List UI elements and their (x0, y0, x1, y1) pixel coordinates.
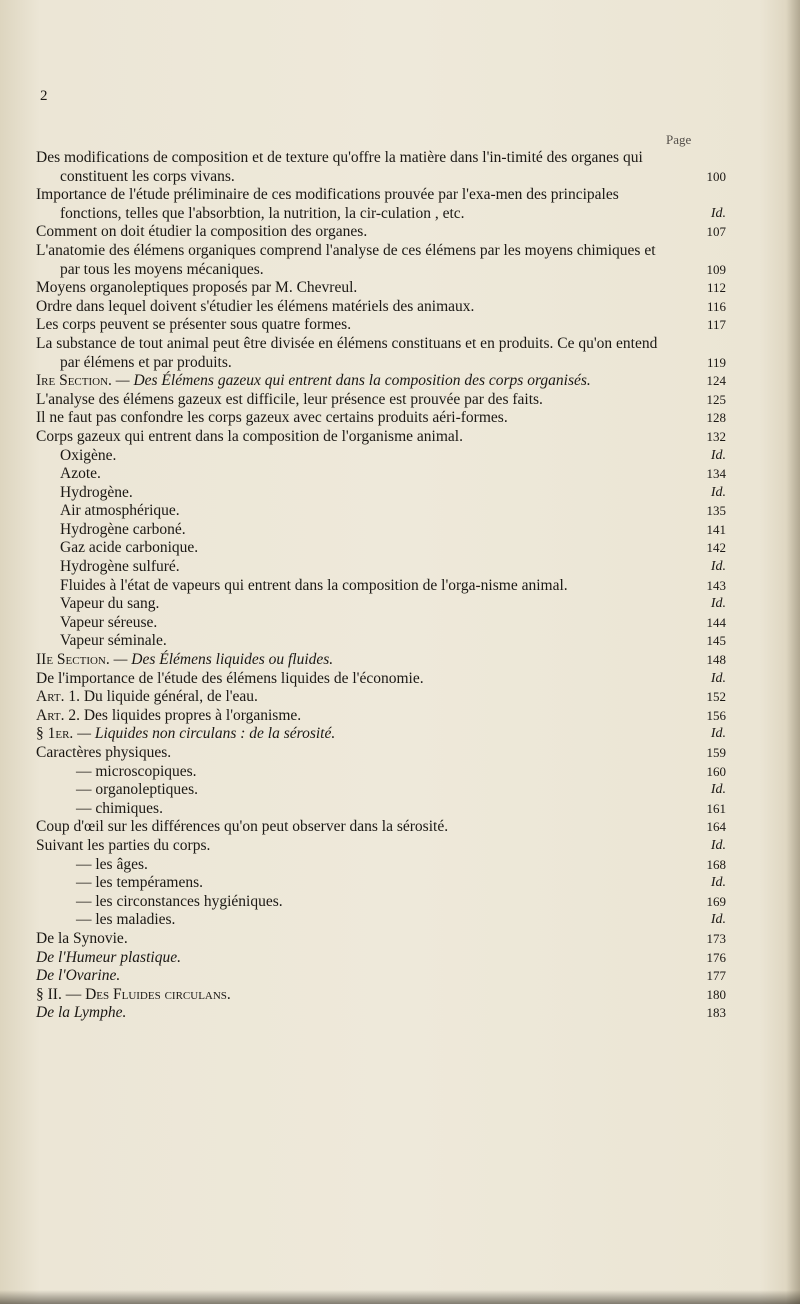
toc-entry-text: Vapeur séreuse. (60, 613, 158, 631)
toc-entry-text: Suivant les parties du corps. (36, 836, 211, 854)
toc-entry (36, 558, 726, 577)
toc-entry-page: Id. (710, 205, 726, 221)
toc-entry-text: Du liquide général, de l'eau. (83, 688, 258, 706)
toc-entry (36, 949, 726, 968)
toc-entry-text: — les tempéramens. (76, 874, 203, 892)
toc-entry-lead: Art. 2. (36, 706, 80, 724)
toc-entry-text: — Liquides non circulans : de la sérosité. (77, 725, 336, 743)
toc-entry-text: — les maladies. (76, 911, 176, 929)
toc-entry (36, 502, 726, 521)
toc-entry (36, 577, 726, 596)
toc-entry (36, 670, 726, 689)
toc-entry-page: 124 (706, 373, 726, 389)
toc-entry-page: 164 (706, 819, 726, 835)
toc-entry (36, 818, 726, 837)
toc-entry-text: De l'Ovarine. (36, 967, 121, 985)
toc-entry-text: De la Lymphe. (36, 1004, 127, 1022)
toc-entry (36, 242, 726, 279)
toc-entry-page: 132 (706, 428, 726, 444)
toc-entry-text: Coup d'œil sur les différences qu'on peut observer dans la sérosité. (36, 818, 449, 836)
toc-entry-page: 176 (706, 949, 726, 965)
toc-entry-page: 100 (706, 168, 726, 184)
toc-entry-text: De l'importance de l'étude des élémens liquides de l'économie. (36, 669, 424, 687)
toc-entry-page: Id. (710, 484, 726, 500)
toc-entry-lead: § II. (36, 985, 62, 1003)
toc-entry-text: Corps gazeux qui entrent dans la composition de l'organisme animal. (36, 427, 463, 445)
toc-entry (36, 595, 726, 614)
toc-entry-text: Moyens organoleptiques proposés par M. Chevreul. (36, 279, 358, 297)
toc-entry-text: Vapeur séminale. (60, 632, 167, 650)
toc-entry-text: Importance de l'étude préliminaire de ces modifications prouvée par l'exa-men des principales fonctions, telles que l'absorbtion, la nutrition, la cir-culation , etc. (36, 186, 619, 222)
toc-entry (36, 632, 726, 651)
toc-entry-page: 180 (706, 986, 726, 1002)
toc-entry-lead: § 1er. (36, 725, 74, 743)
page-edge-shadow (786, 0, 800, 1304)
toc-entry (36, 893, 726, 912)
toc-entry-text: L'analyse des élémens gazeux est difficile, leur présence est prouvée par des faits. (36, 390, 543, 408)
toc-entry-page: 112 (706, 280, 726, 296)
toc-entry-text: — les âges. (76, 855, 148, 873)
toc-entry-text: Hydrogène sulfuré. (60, 558, 180, 576)
toc-entry-text: — microscopiques. (76, 762, 197, 780)
toc-entry-lead: Ire Section. (36, 372, 112, 390)
toc-entry-page: 169 (706, 893, 726, 909)
toc-entry (36, 465, 726, 484)
toc-entry-page: 161 (706, 800, 726, 816)
toc-entry-page: Id. (710, 447, 726, 463)
toc-entry (36, 1004, 726, 1023)
toc-entry-text: Comment on doit étudier la composition des organes. (36, 223, 368, 241)
toc-entry (36, 651, 726, 670)
toc-entry-text: Fluides à l'état de vapeurs qui entrent dans la composition de l'orga-nisme animal. (60, 576, 568, 594)
toc-entry-text: Azote. (60, 465, 101, 483)
toc-entry-page: 159 (706, 745, 726, 760)
toc-entry-text: Vapeur du sang. (60, 595, 160, 613)
toc-entry (36, 763, 726, 782)
toc-entry-page: 116 (706, 298, 726, 314)
toc-entry-text: — Des Élémens liquides ou fluides. (113, 651, 334, 669)
toc-entry-text: — chimiques. (76, 799, 163, 817)
toc-entry-page: 156 (706, 707, 726, 723)
toc-entry-page: 143 (706, 577, 726, 593)
toc-entry (36, 725, 726, 744)
toc-entry-page: Id. (710, 596, 726, 612)
toc-entry (36, 372, 726, 391)
toc-entry-text: Les corps peuvent se présenter sous quatre formes. (36, 316, 352, 334)
toc-entry-page: 107 (706, 224, 726, 240)
toc-entry-lead: Art. 1. (36, 688, 80, 706)
toc-entry-text: — les circonstances hygiéniques. (76, 892, 283, 910)
toc-entry-text: De l'Humeur plastique. (36, 948, 181, 966)
toc-entry-page: 183 (706, 1005, 726, 1021)
toc-entry-page: Id. (710, 875, 726, 891)
toc-entry-page: 152 (706, 689, 726, 705)
toc-entry-text: De la Synovie. (36, 929, 128, 947)
toc-entry-page: Id. (710, 912, 726, 928)
toc-entry-page: 173 (706, 930, 726, 946)
toc-entry-text: Caractères physiques. (36, 744, 172, 761)
toc-entry-text: Ordre dans lequel doivent s'étudier les élémens matériels des animaux. (36, 297, 475, 315)
toc-entry (36, 484, 726, 503)
toc-entry-text: Hydrogène. (60, 483, 133, 501)
toc-entry-page: 117 (706, 317, 726, 333)
toc-entry (36, 856, 726, 875)
toc-entry (36, 409, 726, 428)
toc-entry (36, 186, 726, 223)
toc-entry (36, 316, 726, 335)
toc-entry (36, 298, 726, 317)
toc-entry-text: La substance de tout animal peut être divisée en élémens constituans et en produits. Ce qu'on entend par élémens et par produits. (36, 334, 658, 371)
toc-entry (36, 428, 726, 447)
toc-entry (36, 781, 726, 800)
toc-entry (36, 967, 726, 986)
toc-entry (36, 391, 726, 410)
toc-entry (36, 614, 726, 633)
toc-entry (36, 837, 726, 856)
toc-entry-text: Air atmosphérique. (60, 502, 180, 520)
toc-entry (36, 874, 726, 893)
toc-entry-text: — organoleptiques. (76, 781, 198, 799)
toc-entry (36, 986, 726, 1005)
toc-entry-page: 145 (706, 633, 726, 649)
toc-entry (36, 688, 726, 707)
toc-entry-page: 125 (706, 391, 726, 407)
toc-entry-text: Des modifications de composition et de texture qu'offre la matière dans l'in-timité des organes qui constituent les corps vivans. (36, 149, 643, 185)
toc-entry-page: 141 (706, 521, 726, 537)
toc-entry (36, 149, 726, 186)
toc-entry-page: 128 (706, 410, 726, 426)
toc-entry (36, 539, 726, 558)
page-bottom-shadow (0, 1290, 800, 1304)
toc-entry-page: Id. (710, 726, 726, 742)
toc-entry (36, 335, 726, 372)
toc-entry-page: Id. (710, 782, 726, 798)
toc-entry-text: Il ne faut pas confondre les corps gazeux avec certains produits aéri-formes. (36, 409, 508, 427)
toc-entry (36, 447, 726, 466)
toc-entry-text: — Des Fluides circulans. (65, 985, 231, 1003)
toc-entry-page: Id. (710, 559, 726, 575)
toc-entry-page: 144 (706, 614, 726, 630)
toc-entry-page: 134 (706, 466, 726, 482)
toc-entry-page: 142 (706, 540, 726, 556)
toc-entry-page: Id. (710, 837, 726, 853)
toc-entry (36, 279, 726, 298)
toc-entry-page: Id. (710, 670, 726, 686)
toc-entry (36, 911, 726, 930)
toc-entry-lead: IIe Section. (36, 651, 110, 669)
toc-entry-text: L'anatomie des élémens organiques comprend l'analyse de ces élémens par les moyens chimiques et par tous les moyens mécaniques. (36, 241, 656, 278)
toc-entry-page: 119 (706, 354, 726, 370)
toc-entry (36, 521, 726, 540)
page-number: 2 (40, 88, 48, 104)
toc-entry-page: 135 (706, 503, 726, 519)
toc-entry-text: Oxigène. (60, 446, 117, 464)
toc-entry-text: Gaz acide carbonique. (60, 539, 199, 557)
toc-entry (36, 800, 726, 819)
toc-entry-text: — Des Élémens gazeux qui entrent dans la composition des corps organisés. (115, 372, 591, 390)
page-column-label: Page (666, 132, 692, 147)
toc-entry (36, 744, 726, 763)
toc-entry (36, 223, 726, 242)
toc-entry-page: 177 (706, 968, 726, 984)
toc-entry-page: 148 (706, 652, 726, 668)
toc-entry (36, 707, 726, 726)
table-of-contents (36, 149, 726, 1023)
toc-entry-page: 109 (706, 261, 726, 277)
toc-entry (36, 930, 726, 949)
toc-entry-text: Des liquides propres à l'organisme. (83, 706, 302, 724)
toc-entry-page: 160 (706, 763, 726, 779)
toc-entry-text: Hydrogène carboné. (60, 520, 186, 538)
toc-entry-page: 168 (706, 856, 726, 872)
